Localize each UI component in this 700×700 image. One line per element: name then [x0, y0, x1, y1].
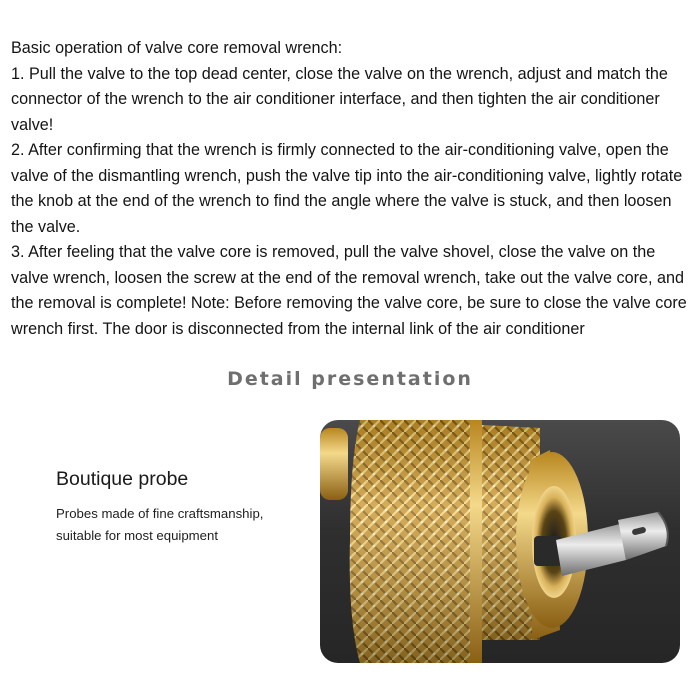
instruction-step-2: 2. After confirming that the wrench is firmly connected to the air-conditioning valve, open the valve of the dismantling wrench, push the valve tip into the air-conditioning valve, lightly rotate the knob at the end of the wrench to find the angle where the valve is stuck, and then loosen the valve.: [11, 141, 683, 236]
section-title: Detail presentation: [227, 368, 473, 390]
sleeve-groove: [470, 420, 482, 663]
feature-text: [56, 468, 306, 547]
instruction-step-3: 3. After feeling that the valve core is removed, pull the valve shovel, close the valve on the valve wrench, loosen the screw at the end of the removal wrench, take out the valve core, and the removal is complete! Note: Before removing the valve core, be sure to close the valve core wrench first. The door is disconnected from the internal link of the air conditioner: [11, 243, 687, 338]
valve-core-tool-illustration: [320, 420, 680, 663]
knurled-sleeve-left: [350, 420, 470, 663]
instruction-step-1: 1. Pull the valve to the top dead center, close the valve on the wrench, adjust and match the connector of the wrench to the air conditioner interface, and then tighten the air conditioner valve!: [11, 64, 668, 134]
feature-title: Boutique probe: [56, 468, 189, 490]
brass-stub: [320, 428, 348, 500]
instructions-heading: Basic operation of valve core removal wrench:: [11, 39, 343, 57]
feature-description: [56, 503, 306, 547]
instructions-block: [11, 36, 691, 342]
feature-description-line-1: Probes made of fine craftsmanship,: [56, 506, 264, 521]
feature-description-line-2: suitable for most equipment: [56, 528, 218, 543]
product-photo: [320, 420, 680, 663]
feature-panel: [0, 420, 700, 665]
